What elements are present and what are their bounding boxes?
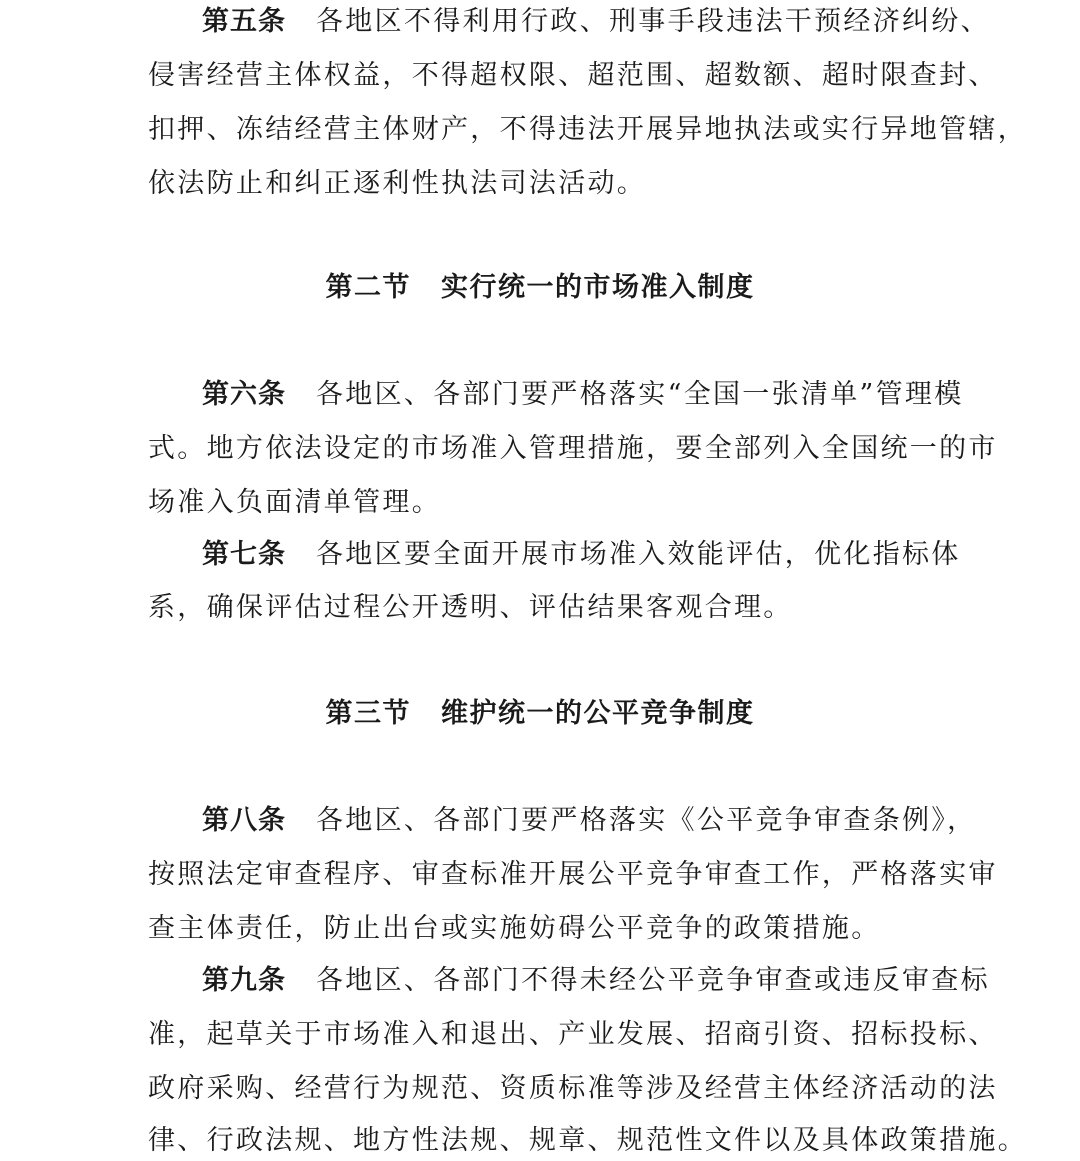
section-2-number: 第二节 bbox=[325, 272, 411, 303]
article-8-line-1: 第八条 各地区、各部门要严格落实《公平竞争审查条例》， bbox=[202, 805, 977, 836]
article-6-line-2: 式。地方依法设定的市场准入管理措施，要全部列入全国统一的市 bbox=[148, 433, 998, 464]
article-5-line-1: 第五条 各地区不得利用行政、刑事手段违法干预经济纠纷、 bbox=[202, 6, 990, 37]
article-6-line-1: 第六条 各地区、各部门要严格落实“全国一张清单”管理模 bbox=[202, 379, 964, 410]
article-9-label: 第九条 bbox=[202, 965, 286, 996]
article-9-line-1: 第九条 各地区、各部门不得未经公平竞争审查或违反审查标 bbox=[202, 965, 990, 996]
article-9-line-3: 政府采购、经营行为规范、资质标准等涉及经营主体经济活动的法 bbox=[148, 1073, 998, 1104]
section-3-title: 维护统一的公平竞争制度 bbox=[441, 698, 755, 729]
article-6-line-3: 场准入负面清单管理。 bbox=[148, 487, 441, 518]
section-2-heading bbox=[0, 268, 1080, 308]
section-3-heading bbox=[0, 694, 1080, 734]
article-6-label: 第六条 bbox=[202, 379, 286, 410]
section-2-title: 实行统一的市场准入制度 bbox=[441, 272, 755, 303]
section-3-number: 第三节 bbox=[325, 698, 411, 729]
article-8-line-3: 查主体责任，防止出台或实施妨碍公平竞争的政策措施。 bbox=[148, 913, 881, 944]
article-7-line-1: 第七条 各地区要全面开展市场准入效能评估，优化指标体 bbox=[202, 539, 961, 570]
article-5-line-2: 侵害经营主体权益，不得超权限、超范围、超数额、超时限查封、 bbox=[148, 60, 998, 91]
article-5-label: 第五条 bbox=[202, 6, 286, 37]
article-7-line-2: 系，确保评估过程公开透明、评估结果客观合理。 bbox=[148, 592, 793, 623]
article-7-label: 第七条 bbox=[202, 539, 286, 570]
article-5-line-4: 依法防止和纠正逐利性执法司法活动。 bbox=[148, 168, 647, 199]
article-8-line-2: 按照法定审查程序、审查标准开展公平竞争审查工作，严格落实审 bbox=[148, 859, 998, 890]
article-5-line-3: 扣押、冻结经营主体财产，不得违法开展异地执法或实行异地管辖， bbox=[148, 114, 1027, 145]
article-8-label: 第八条 bbox=[202, 805, 286, 836]
article-9-line-2: 准，起草关于市场准入和退出、产业发展、招商引资、招标投标、 bbox=[148, 1019, 998, 1050]
article-9-line-4: 律、行政法规、地方性法规、规章、规范性文件以及具体政策措施。 bbox=[148, 1125, 1027, 1156]
